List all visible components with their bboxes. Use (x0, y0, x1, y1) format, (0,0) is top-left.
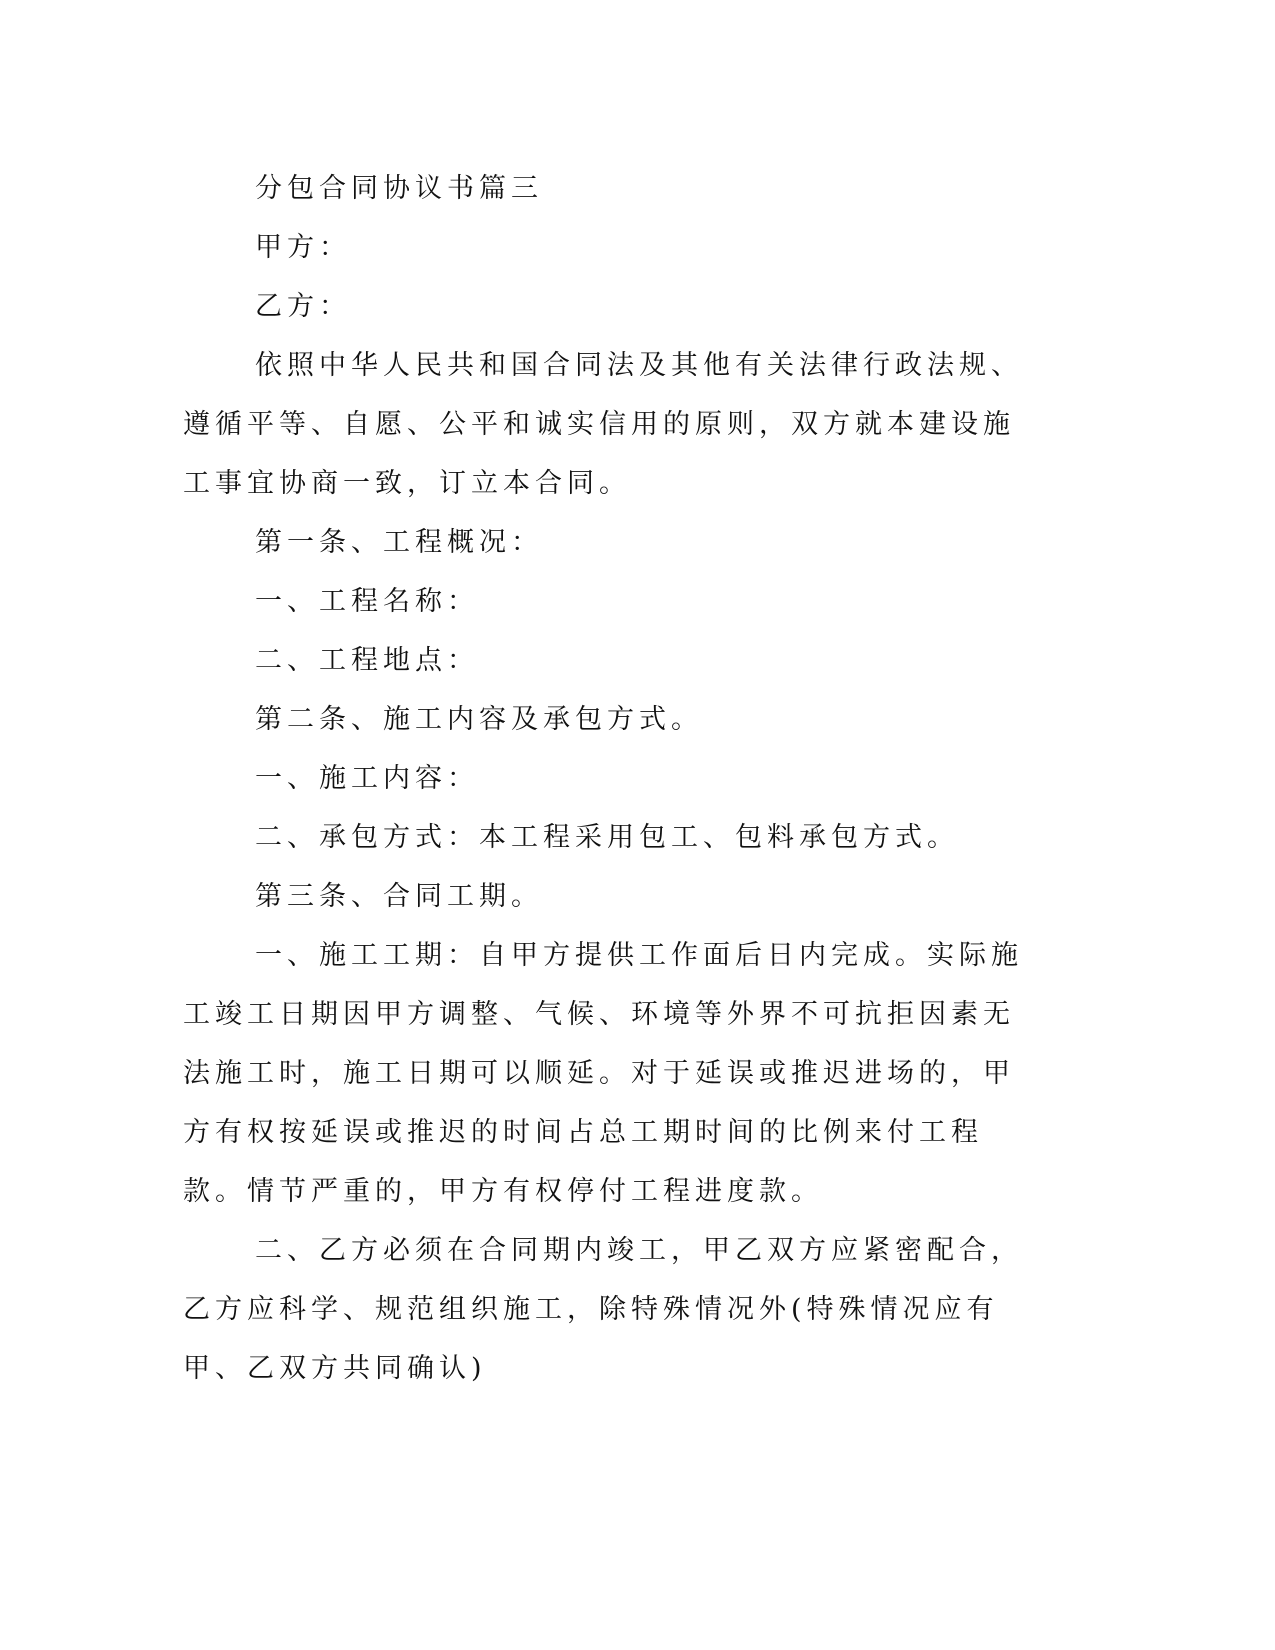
construction-period-paragraph: 一、施工工期：自甲方提供工作面后日内完成。实际施工竣工日期因甲方调整、气候、环境等外界不可抗拒因素无法施工时，施工日期可以顺延。对于延误或推迟进场的，甲方有权按延误或推迟的时间占总工期时间的比例来付工程款。情节严重的，甲方有权停付工程进度款。 (183, 940, 1023, 1207)
completion-requirement-paragraph: 二、乙方必须在合同期内竣工，甲乙双方应紧密配合，乙方应科学、规范组织施工，除特殊情况外(特殊情况应有甲、乙双方共同确认) (183, 1235, 1023, 1384)
party-b-line: 乙方： (255, 291, 351, 322)
construction-content-line: 一、施工内容： (255, 763, 479, 794)
project-name-line: 一、工程名称： (255, 586, 479, 617)
contracting-method-line: 二、承包方式：本工程采用包工、包料承包方式。 (255, 822, 959, 853)
article-2-heading: 第二条、施工内容及承包方式。 (255, 704, 703, 735)
document-body (183, 159, 1043, 1398)
document-title: 分包合同协议书篇三 (255, 173, 543, 204)
preamble-paragraph: 依照中华人民共和国合同法及其他有关法律行政法规、遵循平等、自愿、公平和诚实信用的原则，双方就本建设施工事宜协商一致，订立本合同。 (183, 350, 1023, 499)
party-a-line: 甲方： (255, 232, 351, 263)
project-location-line: 二、工程地点： (255, 645, 479, 676)
article-1-heading: 第一条、工程概况： (255, 527, 543, 558)
article-3-heading: 第三条、合同工期。 (255, 881, 543, 912)
